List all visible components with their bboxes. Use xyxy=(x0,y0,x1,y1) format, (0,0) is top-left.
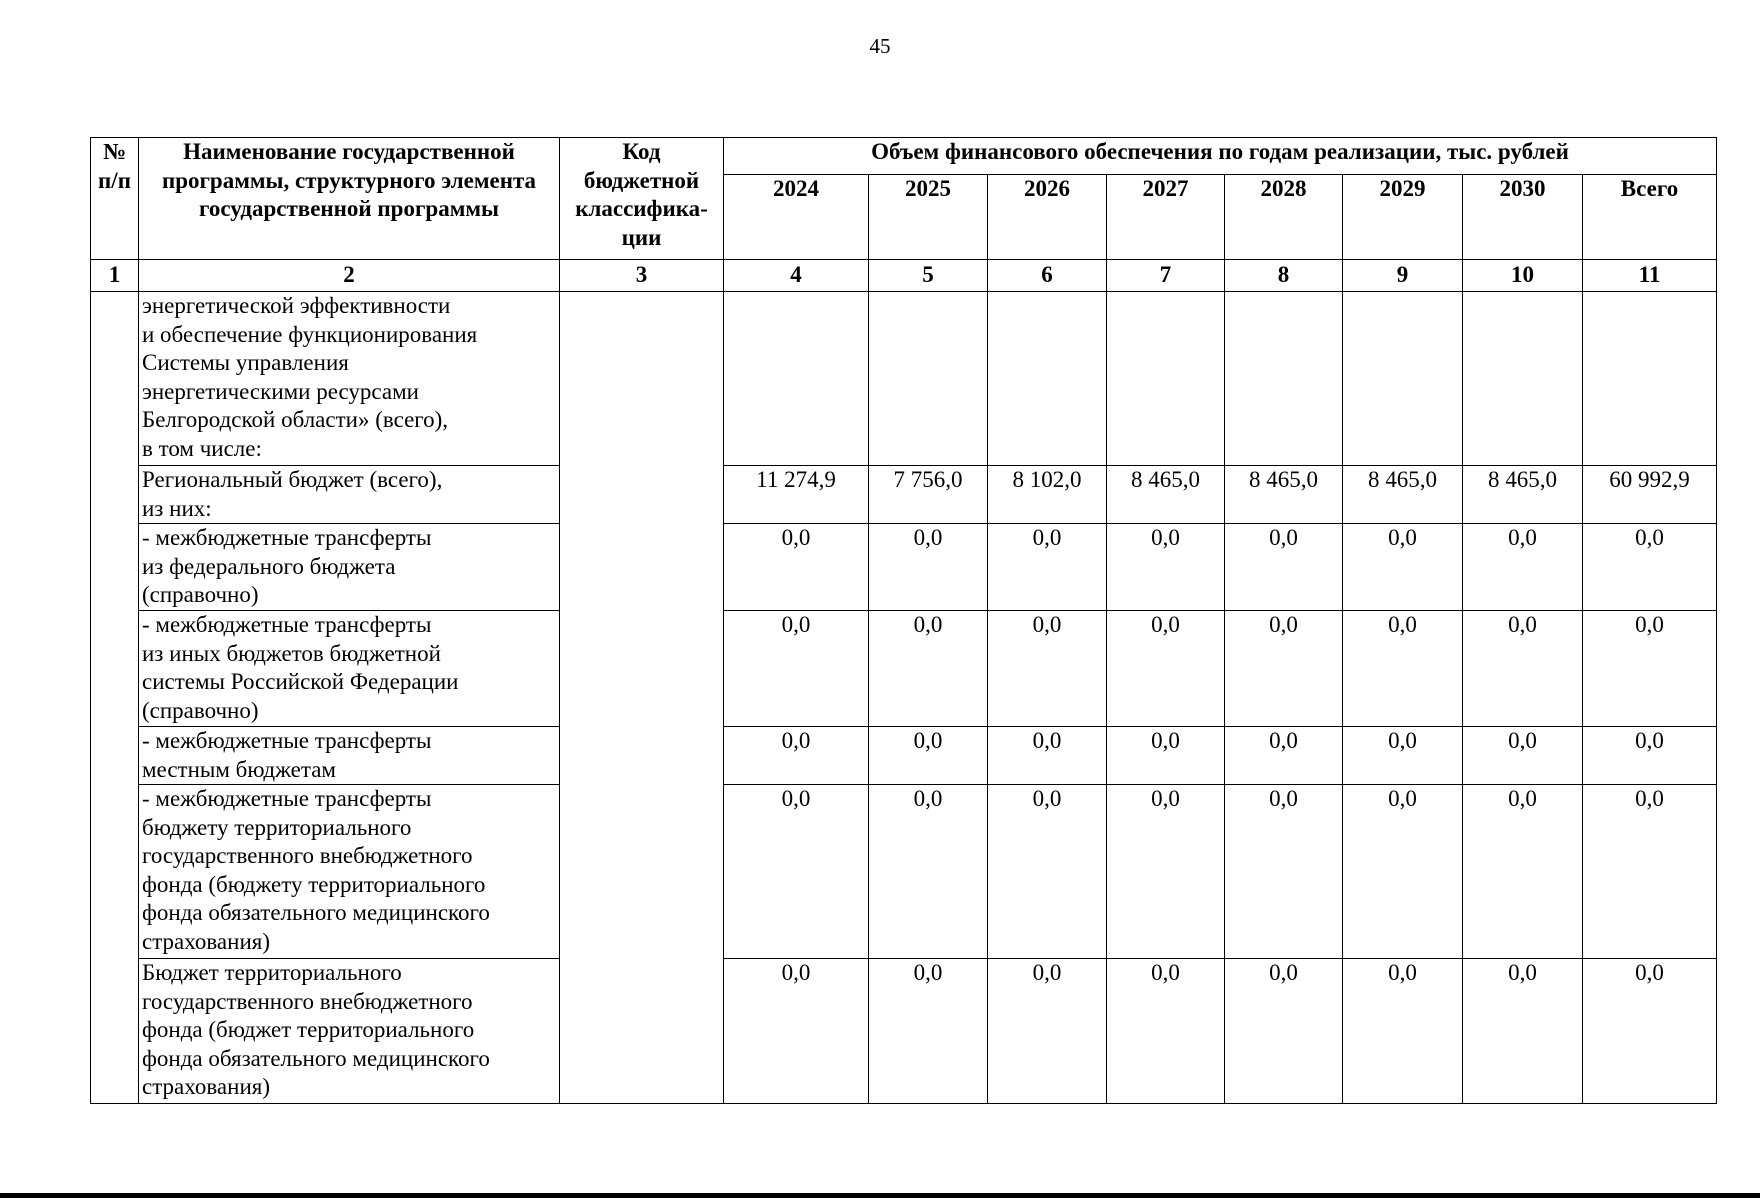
value-cell xyxy=(1343,292,1463,466)
header-year: 2028 xyxy=(1225,175,1343,260)
table-row xyxy=(91,466,1717,524)
value-cell: 0,0 xyxy=(1343,524,1463,611)
value-cell: 7 756,0 xyxy=(869,466,988,524)
column-number: 1 xyxy=(91,260,139,292)
row-number-cell xyxy=(91,292,139,1104)
value-cell: 0,0 xyxy=(988,727,1107,785)
row-name: Региональный бюджет (всего), из них: xyxy=(139,466,560,524)
column-number: 11 xyxy=(1583,260,1717,292)
total-cell: 0,0 xyxy=(1583,611,1717,727)
value-cell: 8 465,0 xyxy=(1463,466,1583,524)
total-cell: 0,0 xyxy=(1583,785,1717,959)
value-cell: 0,0 xyxy=(1343,959,1463,1104)
value-cell: 0,0 xyxy=(1107,524,1225,611)
column-number: 6 xyxy=(988,260,1107,292)
column-number: 3 xyxy=(560,260,724,292)
value-cell: 0,0 xyxy=(988,785,1107,959)
value-cell xyxy=(869,292,988,466)
value-cell xyxy=(724,292,869,466)
header-row xyxy=(91,138,1717,175)
table-row xyxy=(91,959,1717,1104)
value-cell: 0,0 xyxy=(1107,785,1225,959)
value-cell: 0,0 xyxy=(1463,611,1583,727)
header-total: Всего xyxy=(1583,175,1717,260)
column-numbers-row xyxy=(91,260,1717,292)
value-cell: 0,0 xyxy=(869,959,988,1104)
value-cell: 0,0 xyxy=(1107,727,1225,785)
value-cell: 8 102,0 xyxy=(988,466,1107,524)
row-name: - межбюджетные трансферты из иных бюджетов бюджетной системы Российской Федерации (справочно) xyxy=(139,611,560,727)
row-name: - межбюджетные трансферты бюджету территориального государственного внебюджетного фонда (бюджету территориального фонда обязательного медицинского страхования) xyxy=(139,785,560,959)
value-cell: 0,0 xyxy=(724,524,869,611)
row-name: Бюджет территориального государственного внебюджетного фонда (бюджет территориального фонда обязательного медицинского страхования) xyxy=(139,959,560,1104)
value-cell: 0,0 xyxy=(1225,611,1343,727)
table-row xyxy=(91,292,1717,466)
value-cell: 8 465,0 xyxy=(1343,466,1463,524)
table-row xyxy=(91,611,1717,727)
header-year: 2024 xyxy=(724,175,869,260)
value-cell: 0,0 xyxy=(869,611,988,727)
table-row xyxy=(91,727,1717,785)
value-cell: 0,0 xyxy=(869,727,988,785)
header-year: 2025 xyxy=(869,175,988,260)
header-year: 2029 xyxy=(1343,175,1463,260)
value-cell: 0,0 xyxy=(724,959,869,1104)
value-cell: 0,0 xyxy=(1463,785,1583,959)
value-cell: 0,0 xyxy=(1463,959,1583,1104)
value-cell xyxy=(1225,292,1343,466)
value-cell xyxy=(988,292,1107,466)
header-year: 2027 xyxy=(1107,175,1225,260)
value-cell: 8 465,0 xyxy=(1225,466,1343,524)
value-cell: 0,0 xyxy=(1107,611,1225,727)
total-cell xyxy=(1583,292,1717,466)
column-number: 8 xyxy=(1225,260,1343,292)
value-cell: 0,0 xyxy=(988,959,1107,1104)
header-code: Код бюджетной классифика-ции xyxy=(560,138,724,260)
column-number: 7 xyxy=(1107,260,1225,292)
bottom-rule xyxy=(0,1193,1760,1198)
total-cell: 0,0 xyxy=(1583,524,1717,611)
table-row xyxy=(91,785,1717,959)
value-cell: 0,0 xyxy=(869,524,988,611)
value-cell: 0,0 xyxy=(1225,785,1343,959)
value-cell: 0,0 xyxy=(1343,727,1463,785)
total-cell: 60 992,9 xyxy=(1583,466,1717,524)
header-volume: Объем финансового обеспечения по годам реализации, тыс. рублей xyxy=(724,138,1717,175)
value-cell: 0,0 xyxy=(988,524,1107,611)
column-number: 5 xyxy=(869,260,988,292)
header-num: № п/п xyxy=(91,138,139,260)
row-name: - межбюджетные трансферты местным бюджетам xyxy=(139,727,560,785)
column-number: 10 xyxy=(1463,260,1583,292)
header-name: Наименование государственной программы, структурного элемента государственной программы xyxy=(139,138,560,260)
value-cell: 0,0 xyxy=(724,785,869,959)
column-number: 2 xyxy=(139,260,560,292)
value-cell: 0,0 xyxy=(1225,959,1343,1104)
column-number: 4 xyxy=(724,260,869,292)
value-cell: 0,0 xyxy=(1463,524,1583,611)
value-cell: 11 274,9 xyxy=(724,466,869,524)
budget-code-cell xyxy=(560,292,724,1104)
value-cell: 0,0 xyxy=(1225,524,1343,611)
total-cell: 0,0 xyxy=(1583,727,1717,785)
page-number: 45 xyxy=(869,34,891,58)
value-cell: 0,0 xyxy=(724,727,869,785)
row-name: - межбюджетные трансферты из федерального бюджета (справочно) xyxy=(139,524,560,611)
value-cell xyxy=(1463,292,1583,466)
header-year: 2030 xyxy=(1463,175,1583,260)
value-cell: 0,0 xyxy=(1107,959,1225,1104)
value-cell: 0,0 xyxy=(988,611,1107,727)
header-year: 2026 xyxy=(988,175,1107,260)
table-row xyxy=(91,524,1717,611)
value-cell: 0,0 xyxy=(1225,727,1343,785)
value-cell: 8 465,0 xyxy=(1107,466,1225,524)
value-cell: 0,0 xyxy=(869,785,988,959)
total-cell: 0,0 xyxy=(1583,959,1717,1104)
financing-table xyxy=(90,137,1717,1104)
value-cell: 0,0 xyxy=(1343,611,1463,727)
value-cell: 0,0 xyxy=(1343,785,1463,959)
value-cell xyxy=(1107,292,1225,466)
column-number: 9 xyxy=(1343,260,1463,292)
value-cell: 0,0 xyxy=(1463,727,1583,785)
row-name: энергетической эффективности и обеспечение функционирования Системы управления энергетическими ресурсами Белгородской области» (всего), в том числе: xyxy=(139,292,560,466)
value-cell: 0,0 xyxy=(724,611,869,727)
